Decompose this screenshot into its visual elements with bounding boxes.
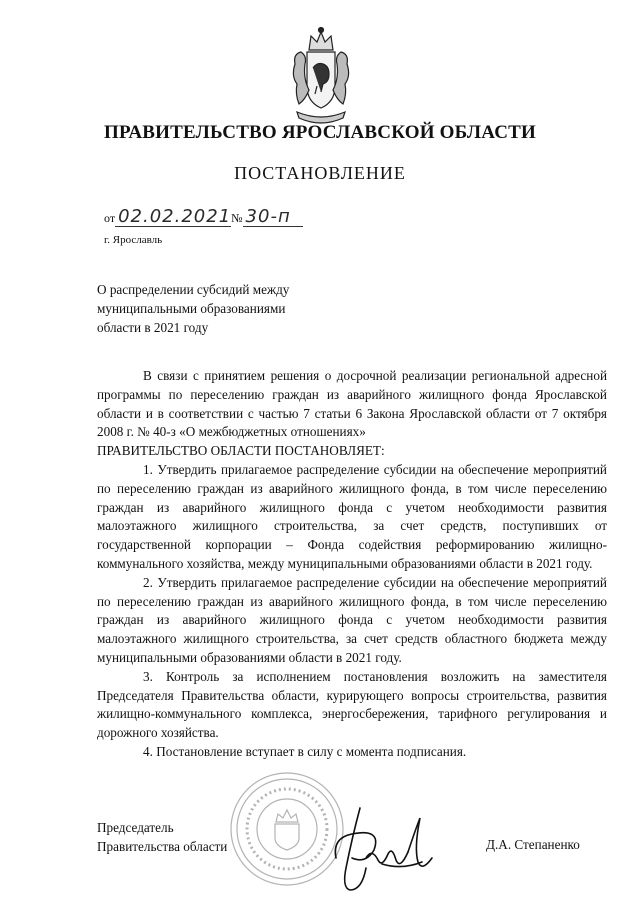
document-body bbox=[97, 367, 607, 762]
document-date: 02.02.2021 bbox=[115, 208, 231, 227]
signer-name: Д.А. Степаненко bbox=[486, 837, 580, 852]
resolution-heading: ПРАВИТЕЛЬСТВО ОБЛАСТИ ПОСТАНОВЛЯЕТ: bbox=[97, 443, 385, 459]
signer-title bbox=[97, 818, 227, 856]
document-type: ПОСТАНОВЛЕНИЕ bbox=[234, 163, 406, 183]
handwritten-signature-icon bbox=[322, 798, 442, 898]
subject-line: О распределении субсидий между bbox=[97, 282, 290, 297]
yaroslavl-coat-of-arms-icon bbox=[289, 24, 353, 128]
item-paragraph-1: 1. Утвердить прилагаемое распределение субсидии на обеспечение мероприятий по переселению граждан из аварийного жилищного фонда, в том числе переселению граждан из аварийного жилищного фонда с учетом необходимости развития малоэтажного жилищного строительства, за счет средств, поступивших от государственной корпорации – Фонда содействия реформированию жилищно-коммунального хозяйства, между муниципальными образованиями области в 2021 году. bbox=[97, 461, 607, 571]
item-paragraph-3: 3. Контроль за исполнением постановления возложить на заместителя Председателя Правительства области, курирующего вопросы строительства, развития жилищно-коммунального комплекса, энергосбережения, тарифного регулирования и дорожного хозяйства. bbox=[97, 668, 607, 741]
signer-title-line: Председатель bbox=[97, 820, 174, 835]
signer-title-line: Правительства области bbox=[97, 839, 228, 854]
document-number: 30-п bbox=[243, 208, 303, 227]
subject-line: муниципальными образованиями bbox=[97, 301, 286, 316]
date-prefix: от bbox=[104, 211, 116, 225]
item-paragraph-2: 2. Утвердить прилагаемое распределение субсидии на обеспечение мероприятий по переселению граждан из аварийного жилищного фонда, в том числе переселению граждан из аварийного жилищного фонда с учетом необходимости развития малоэтажного жилищного строительства, за счет средств областного бюджета между муниципальными образованиями области в 2021 году. bbox=[97, 574, 607, 665]
city: г. Ярославль bbox=[104, 234, 163, 246]
document-subject bbox=[97, 280, 357, 337]
subject-line: области в 2021 году bbox=[97, 320, 209, 335]
number-prefix: № bbox=[231, 211, 243, 225]
preamble-paragraph: В связи с принятием решения о досрочной реализации региональной адресной программы по переселению граждан из аварийного жилищного фонда Ярославской области и в соответствии с частью 7 статьи 6 Закона Ярославской области от 7 октября 2008 г. № 40-з «О межбюджетных отношениях» bbox=[97, 368, 607, 440]
item-paragraph-4: 4. Постановление вступает в силу с момента подписания. bbox=[143, 743, 467, 759]
date-number-line bbox=[104, 208, 303, 227]
organization-title: ПРАВИТЕЛЬСТВО ЯРОСЛАВСКОЙ ОБЛАСТИ bbox=[104, 122, 536, 143]
